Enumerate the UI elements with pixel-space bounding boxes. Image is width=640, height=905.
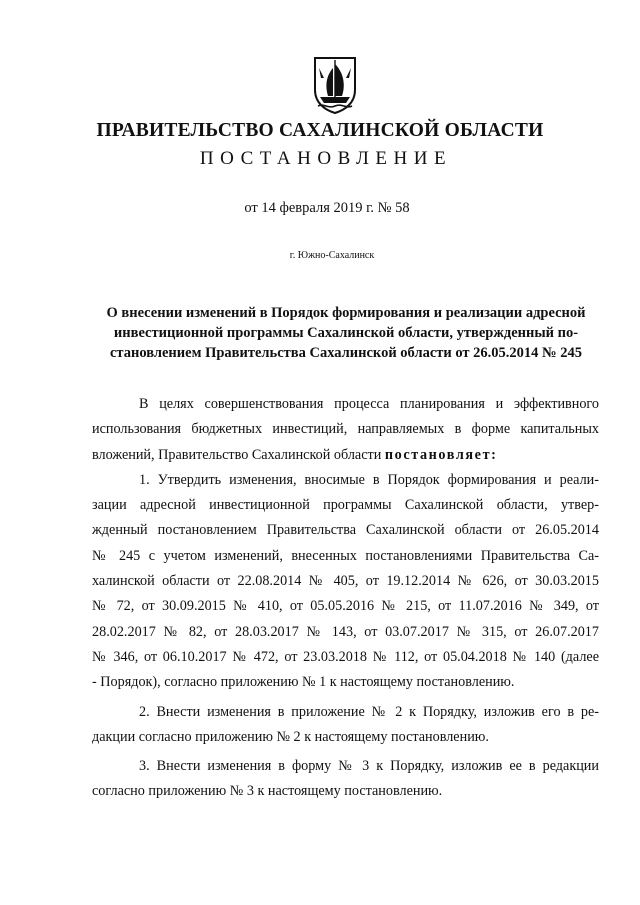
document-type: ПОСТАНОВЛЕНИЕ xyxy=(199,148,453,169)
body-line: № 72, от 30.09.2015 № 410, от 05.05.2016 № 215, от 11.07.2016 № 349, от xyxy=(92,598,599,615)
body-line: 1. Утвердить изменения, вносимые в Порядок формирования и реали- xyxy=(139,471,599,488)
item-3-paragraph xyxy=(92,754,599,805)
body-line: 28.02.2017 № 82, от 28.03.2017 № 143, от 03.07.2017 № 315, от 26.07.2017 xyxy=(92,623,599,640)
body-line: дакции согласно приложению № 2 к настоящему постановлению. xyxy=(92,728,489,745)
document-body xyxy=(92,392,599,805)
title-line: становлением Правительства Сахалинской области от 26.05.2014 № 245 xyxy=(109,345,582,361)
body-text: вложений, Правительство Сахалинской области xyxy=(92,446,385,463)
body-line: 2. Внести изменения в приложение № 2 к Порядку, изложив его в ре- xyxy=(139,703,599,720)
body-line: зации адресной инвестиционной программы Сахалинской области, утвер- xyxy=(92,497,599,514)
body-line: № 245 с учетом изменений, внесенных постановлениями Правительства Са- xyxy=(92,547,599,564)
body-line xyxy=(92,443,599,468)
document-title xyxy=(90,303,602,363)
title-line: О внесении изменений в Порядок формирования и реализации адресной xyxy=(106,305,586,321)
item-2-paragraph xyxy=(92,700,599,751)
preamble-paragraph xyxy=(92,392,599,468)
body-line: В целях совершенствования процесса планирования и эффективного xyxy=(139,396,599,412)
resolution-keyword: постановляет: xyxy=(384,446,498,463)
body-line: использования бюджетных инвестиций, направляемых в форме капитальных xyxy=(92,421,599,438)
organization-name: ПРАВИТЕЛЬСТВО САХАЛИНСКОЙ ОБЛАСТИ xyxy=(96,120,544,141)
title-line: инвестиционной программы Сахалинской области, утвержденный по- xyxy=(113,325,579,341)
coat-of-arms-icon xyxy=(312,56,358,114)
body-line: № 346, от 06.10.2017 № 472, от 23.03.2018 № 112, от 05.04.2018 № 140 (далее xyxy=(92,648,599,665)
body-line: халинской области от 22.08.2014 № 405, от 19.12.2014 № 626, от 30.03.2015 xyxy=(92,573,599,590)
item-1-paragraph xyxy=(92,468,599,696)
document-city: г. Южно-Сахалинск xyxy=(289,250,375,261)
body-line: - Порядок), согласно приложению № 1 к настоящему постановлению. xyxy=(92,674,515,691)
body-line: 3. Внести изменения в форму № 3 к Порядку, изложив ее в редакции xyxy=(139,758,599,775)
body-line: согласно приложению № 3 к настоящему постановлению. xyxy=(92,783,443,800)
document-date-number: от 14 февраля 2019 г. № 58 xyxy=(244,200,410,216)
body-line: жденный постановлением Правительства Сахалинской области от 26.05.2014 xyxy=(92,522,599,539)
